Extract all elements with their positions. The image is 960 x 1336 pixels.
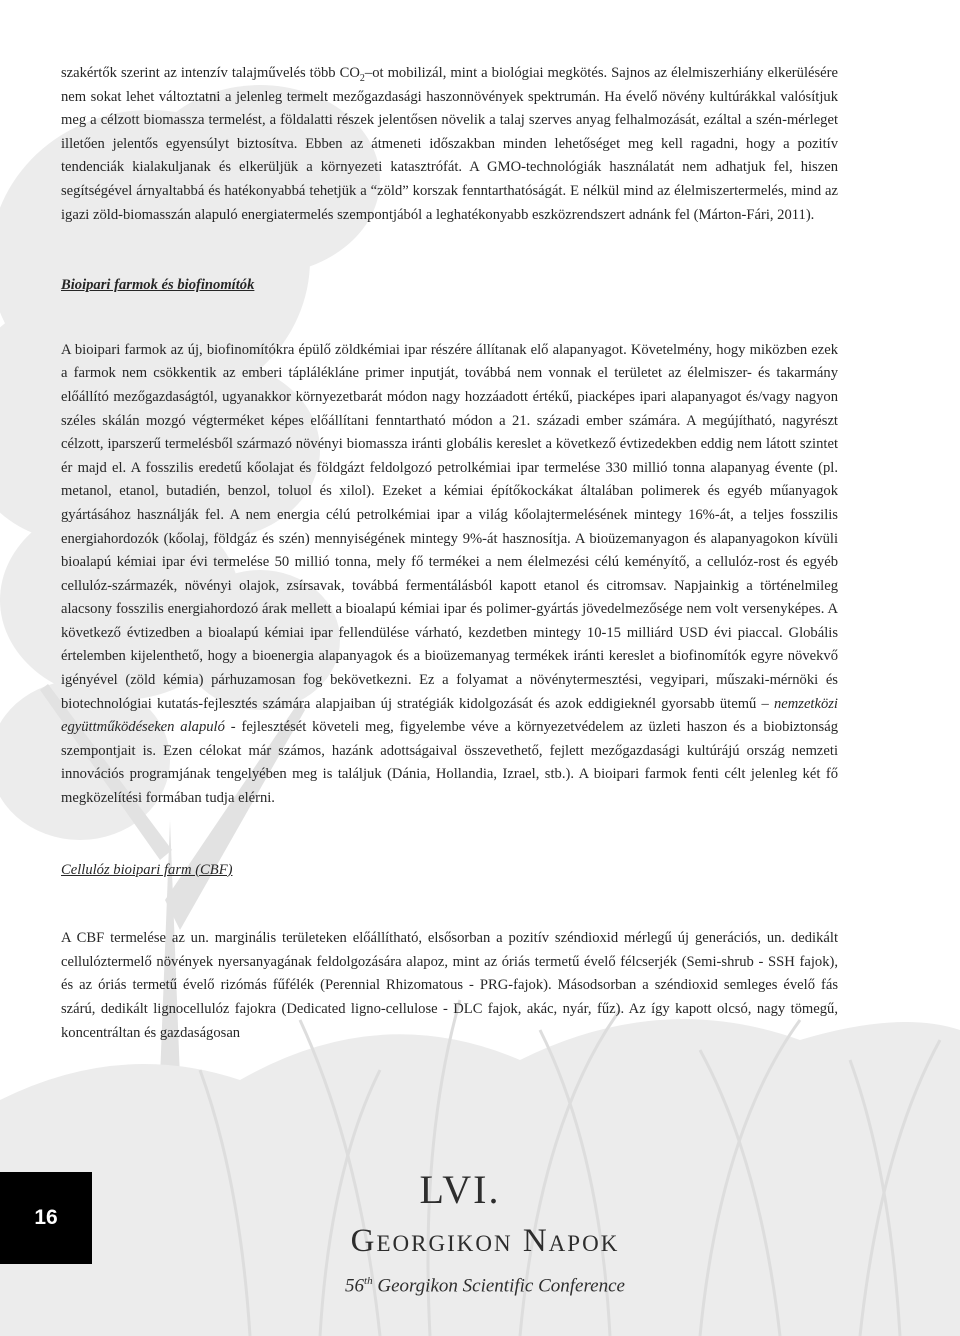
paragraph-2-text-a: A bioipari farmok az új, biofinomítókra épülő zöldkémiai ipar részére állítanak elő alapanyagot. Követelmény, hogy miközben ezek a farmok nem csökkentik az emberi táplálékláne primer inputját, továbbá nem vonnak el területet az élelmiszer- és takarmány előállító mezőgazdaságtól, ugyanakkor környezetbarát módon nagy hozzáadott értékű, piacképes ipari alapanyagot és/vagy nagyon széles skálán mozgó végterméket képes előállítani fenntartható módon a 21. századi ember számára. A megújítható, nagyrészt célzott, iparszerű termelésből származó növényi biomassza iránti globális kereslet a következő évtizedekben eddig nem látott szintet ér majd el. A fosszilis eredetű kőolajat és földgázt feldolgozó petrolkémiai ipar termelése 330 millió tonna alapanyag évente (pl. metanol, etanol, butadién, benzol, toluol és xilol). Ezeket a kémiai építőkockákat általában polimerek és egyéb műanyagok gyártásához használják fel. A nem energia célú petrolkémiai ipar a világ kőolajtermelésének mintegy 16%-át, a teljes fosszilis energiahordozók (kőolaj, földgáz és szén) mennyiségének mintegy 9%-át hasznosítja. A bioüzemanyagon és alapanyagokon kívüli bioalapú kémiai ipar évi termelése 50 millió tonna, mely fő termékei a nem élelmezési célú keményítő, a cellulóz-rost és egyéb cellulóz-származék, növényi olajok, zsírsavak, továbbá fermentálásból kapott etanol és citromsav. Napjainkig a történelmileg alacsony fosszilis energiahordozó árak mellett a bioalapú kémiai ipar és polimer-gyártás jövedelmezősége nem volt versenyképes. A következő évtizedben a bioalapú kémiai ipar fellendülése várható, kezdetben mintegy 10-15 milliárd USD évi piaccal. Globális értelemben kijelenthető, hogy a bioenergia alapanyagok és a bioüzemanyag termékek iránti kereslet a biofinomítók egyre növekvő igényével (zöld kémia) párhuzamosan fog bekövetkezni. Ez a folyamat a növénytermesztési, vegyipari, műszaki-mérnöki és biotechnológiai kutatás-fejlesztés számára alapjaiban új stratégiák kidolgozását és azok eddigieknél gyorsabb ütemű – (61, 341, 838, 712)
footer-title: Georgikon Napok (350, 1223, 620, 1259)
page-body (61, 62, 838, 1045)
paragraph-2-italic: nemzetközi együttműködéseken alapuló (61, 695, 838, 736)
paragraph-2-text-b: - fejlesztését követeli meg, figyelembe véve a környezetvédelem az üzleti haszon és a biobiztonság szempontjait is. Ezen célokat már számos, hazánk adottságaival összevethető, fejlett mezőgazdasági kultúrájú ország nemzeti innovációs programjának tengelyében meg is találjuk (Dánia, Hollandia, Izrael, stb.). A bioipari farmok fenti célt jelenleg két fő megközelítési formában tudja elérni. (61, 719, 838, 807)
page-number-box (0, 1172, 92, 1264)
co2-subscript: 2 (359, 72, 365, 84)
paragraph-1-text-b: –ot mobilizál, mint a biológiai megkötés. Sajnos az élelmiszerhiány elkerülésére nem sokat lehet változtatni a jelenleg termelt mezőgazdasági haszonnövények spektrumán. Ha évelő növény kultúrákkal valósítjuk meg a célzott biomassza termelést, a földalatti részek jelentősen növelik a talaj szerves anyag felhalmozását, ezáltal a szén-mérleget illetően jelentős egyensúlyt biztosítva. Ebben az átmeneti időszakban minden lehetőséget meg kell ragadni, hogy a pozitív tendenciák kialakuljanak és elkerüljük a környezeti katasztrófát. A GMO-technológiák használatát nem adhatjuk fel, hiszen segítségével árnyaltabbá és hatékonyabbá tehetjük a “zöld” korszak fenntarthatóságát. E nélkül mind az élelmiszertermelés, mind az igazi zöld-biomasszán alapuló energiatermelés szempontjából a leghatékonyabb eszközrendszert adnánk fel (Márton-Fári, 2011). (61, 65, 838, 223)
footer-subtitle-text: Georgikon Scientific Conference (372, 1275, 625, 1297)
page-number: 16 (34, 1206, 58, 1229)
section-heading: Bioipari farmok és biofinomítók (61, 277, 255, 294)
footer-subtitle (300, 1268, 670, 1299)
subsection-heading: Cellulóz bioipari farm (CBF) (61, 861, 233, 878)
paragraph-1 (61, 62, 838, 227)
footer-subtitle-sup: th (364, 1275, 373, 1287)
footer-subtitle-number: 56 (345, 1275, 365, 1297)
conference-footer (300, 1168, 670, 1299)
paragraph-3: A CBF termelése az un. marginális területeken előállítható, elsősorban a pozitív széndioxid mérlegű új generációs, un. dedikált cellulóztermelő növények nyersanyagának feldolgozására alapoz, mint az óriás termetű évelő félcserjék (Semi-shrub - SSH fajok), és az óriás termetű évelő rizómás fűfélék (Perennial Rhizomatous - PRG-fajok). Másodsorban a széndioxid semleges évelő fás szárú, dedikált lignocellulóz fajokra (Dedicated ligno-cellulose - DLC fajok, akác, nyár, fűz). Az így kapott olcsó, nagy tömegű, koncentráltan és gazdaságosan (61, 930, 838, 1041)
footer-edition: LVI. (419, 1167, 501, 1212)
paragraph-1-text-a: szakértők szerint az intenzív talajművelés több CO (61, 65, 360, 81)
paragraph-2 (61, 339, 838, 811)
